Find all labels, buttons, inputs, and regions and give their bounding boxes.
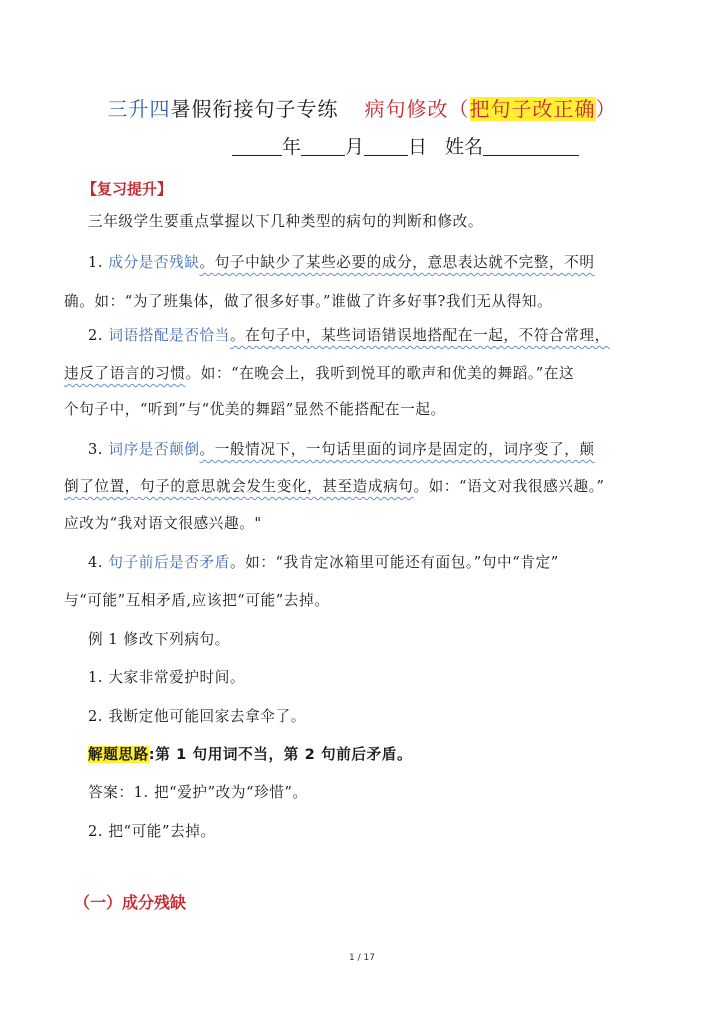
answer-line-2: 2. 把“可能”去掉。 — [88, 823, 216, 840]
page-title — [0, 93, 724, 122]
rule-2-line-1: 2. 词语搭配是否恰当。在句子中，某些词语错误地搭配在一起，不符合常理， — [88, 327, 610, 344]
rule-3-term: 词序是否颠倒 — [108, 441, 200, 458]
review-heading: 【复习提升】 — [82, 180, 173, 198]
example-item-1: 1. 大家非常爱护时间。 — [88, 669, 246, 686]
example-item-2: 2. 我断定他可能回家去拿伞了。 — [88, 708, 306, 725]
rule-2-line-3: 个句子中，“听到”与“优美的舞蹈”显然不能搭配在一起。 — [64, 401, 446, 418]
section-heading: （一）成分残缺 — [74, 893, 187, 912]
rule-2-line-2: 违反了语言的习惯。如：“在晚会上，我听到悦耳的歌声和优美的舞蹈。”在这 — [64, 365, 575, 382]
rule-2-term: 词语搭配是否恰当 — [108, 327, 230, 344]
rule-3-line-3: 应改为“我对语文很感兴趣。" — [64, 515, 262, 532]
year-label: 年 — [282, 136, 302, 158]
thinking-label: 解题思路 — [88, 746, 149, 763]
day-label: 日 — [408, 136, 428, 158]
title-subject: 病句修改（ — [364, 97, 470, 121]
date-name-line — [232, 132, 579, 159]
rule-4-line-2: 与“可能”互相矛盾,应该把“可能”去掉。 — [64, 592, 330, 609]
year-blank — [232, 137, 282, 156]
example-heading: 例 1 修改下列病句。 — [88, 631, 230, 648]
page-number: 1 / 17 — [349, 953, 375, 963]
name-blank — [483, 137, 579, 156]
title-close-paren: ） — [595, 97, 617, 121]
rule-4-line-1: 4. 句子前后是否矛盾。如：“我肯定冰箱里可能还有面包。”句中“肯定” — [88, 554, 559, 571]
intro-text: 三年级学生要重点掌握以下几种类型的病句的判断和修改。 — [88, 213, 484, 230]
rule-4-term: 句子前后是否矛盾 — [108, 554, 230, 571]
rule-3-line-2: 倒了位置，句子的意思就会发生变化，甚至造成病句。如：“语文对我很感兴趣。” — [64, 478, 605, 495]
day-blank — [364, 137, 408, 156]
rule-3-line-1: 3. 词序是否颠倒。一般情况下，一句话里面的词序是固定的，词序变了，颠 — [88, 441, 595, 458]
solution-thinking: 解题思路:第 1 句用词不当，第 2 句前后矛盾。 — [88, 746, 413, 763]
answer-line-1: 答案：1. 把“爱护”改为“珍惜”。 — [88, 784, 308, 801]
month-label: 月 — [345, 136, 365, 158]
rule-1-term: 成分是否残缺 — [108, 254, 200, 271]
rule-1-line-2: 确。如：“为了班集体，做了很多好事。”谁做了许多好事?我们无从得知。 — [64, 293, 553, 310]
name-label: 姓名 — [445, 136, 484, 158]
title-topic: 暑假衔接句子专练 — [170, 97, 339, 121]
title-highlight: 把句子改正确 — [469, 97, 596, 121]
rule-1-line-1: 1. 成分是否残缺。句子中缺少了某些必要的成分，意思表达就不完整，不明 — [88, 254, 595, 271]
title-grade: 三升四 — [107, 97, 171, 121]
month-blank — [301, 137, 345, 156]
